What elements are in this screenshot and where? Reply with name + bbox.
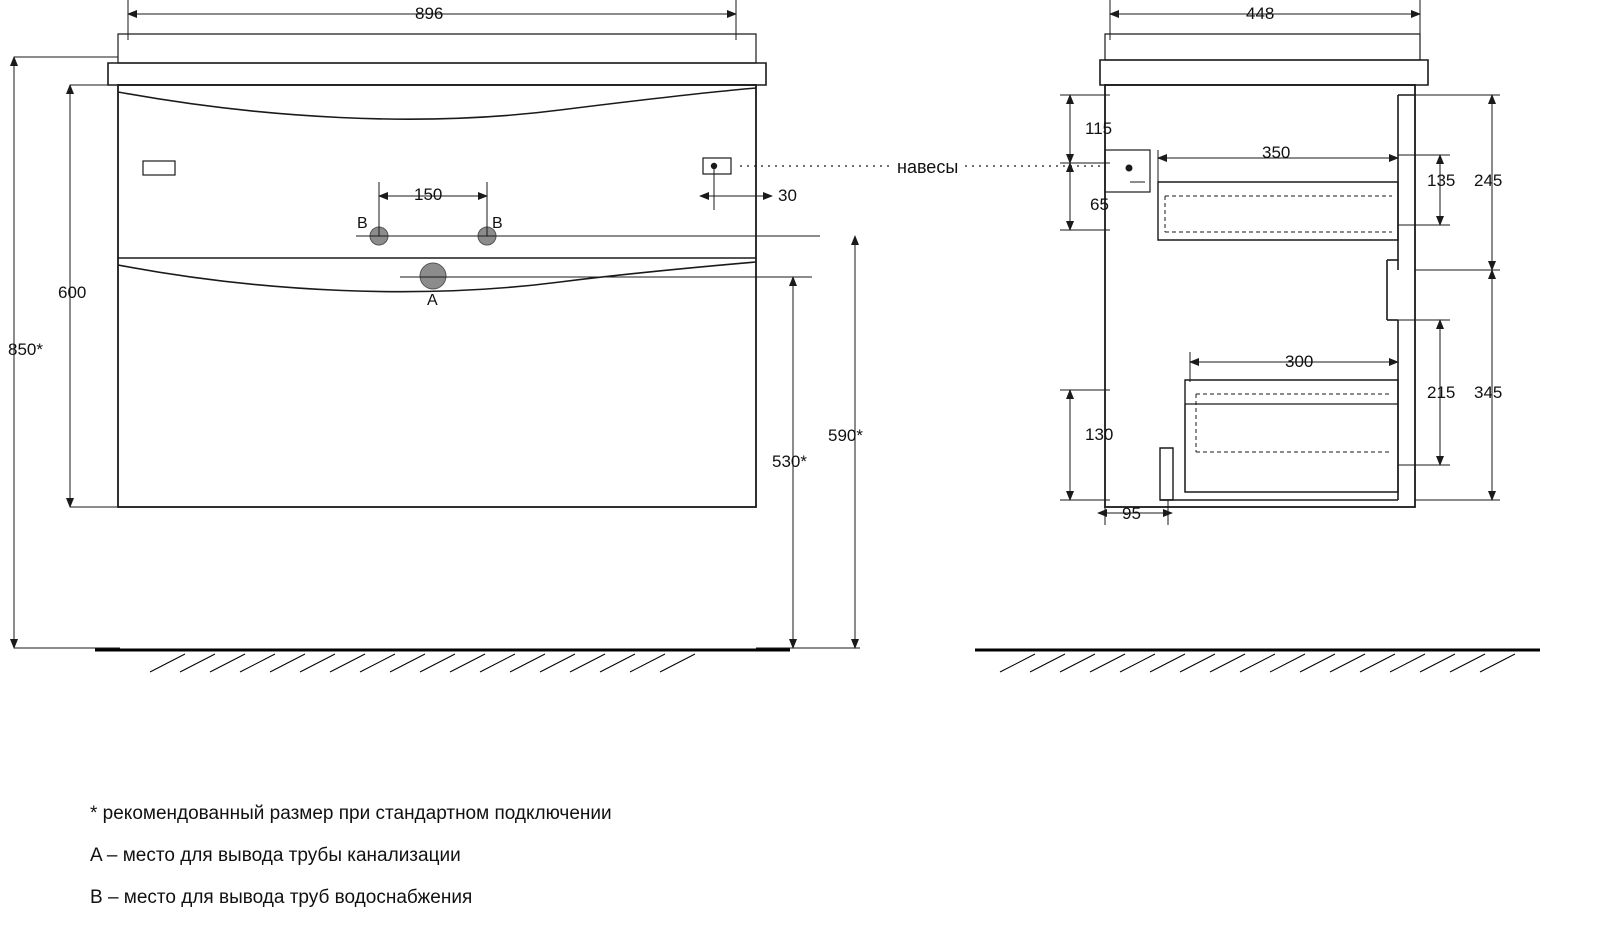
marker-b-left: B [357,215,368,232]
dim-label-896: 896 [415,4,444,23]
dim-label-215: 215 [1427,383,1456,402]
dim-label-245: 245 [1474,171,1503,190]
hangers-callout: навесы [897,157,959,177]
side-cabinet [1100,34,1428,507]
dim-label-115: 115 [1085,119,1113,138]
dim-label-530: 530* [772,452,807,471]
dim-label-30: 30 [778,186,797,205]
legend-line-1: * рекомендованный размер при стандартном подключении [90,803,612,824]
dim-130 [1060,390,1110,500]
dim-label-95: 95 [1122,504,1141,523]
dim-label-300: 300 [1285,352,1314,371]
ground-side [975,650,1540,672]
ground-front [95,650,790,672]
dim-label-135: 135 [1427,171,1456,190]
legend-line-3: B – место для вывода труб водоснабжения [90,887,473,908]
dim-label-345: 345 [1474,383,1503,402]
dim-label-150: 150 [414,185,443,204]
legend-line-2: A – место для вывода трубы канализации [90,845,461,866]
dim-label-130: 130 [1085,425,1114,444]
dim-label-590: 590* [828,426,863,445]
marker-a: A [427,292,438,309]
dim-label-350: 350 [1262,143,1291,162]
dim-label-65: 65 [1090,195,1109,214]
dim-label-448: 448 [1246,4,1275,23]
marker-b-right: B [492,215,503,232]
dim-label-850: 850* [8,340,43,359]
dim-label-600: 600 [58,283,87,302]
dim-30 [700,150,772,210]
